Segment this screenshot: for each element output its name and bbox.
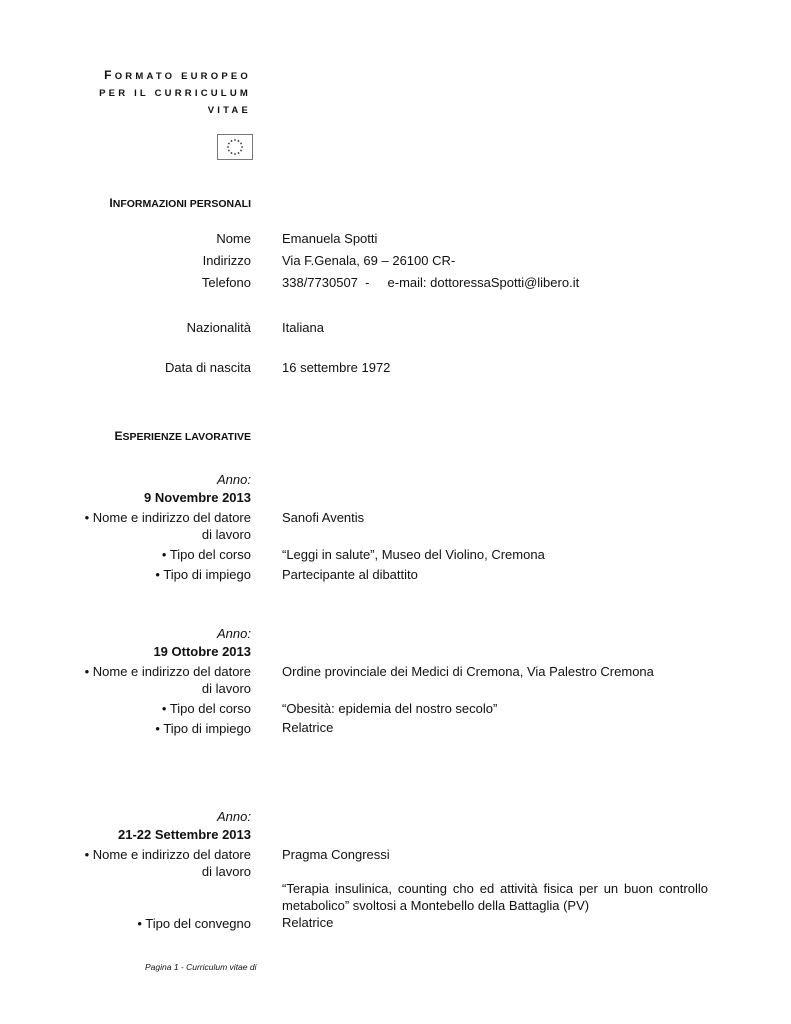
- nationality-label: Nazionalità: [186, 320, 251, 335]
- entry-3-convegno: Relatrice: [282, 915, 334, 930]
- page-footer: Pagina 1 - Curriculum vitae di: [145, 962, 257, 972]
- eu-star-icon: [234, 139, 236, 141]
- header-line-1-text: ORMATO EUROPEO: [114, 71, 251, 82]
- header-initial: F: [104, 68, 115, 82]
- entry-1-anno: Anno:: [217, 472, 251, 487]
- entry-3-date: 21-22 Settembre 2013: [118, 827, 251, 842]
- entry-1-employer: Sanofi Aventis: [282, 510, 365, 525]
- eu-star-icon: [234, 153, 236, 155]
- entry-1-employer-label-2: di lavoro: [201, 527, 251, 542]
- nationality-value: Italiana: [282, 320, 324, 335]
- eu-star-icon: [231, 140, 233, 142]
- entry-3-description: “Terapia insulinica, counting cho ed attività fisica per un buon controllo metabolico” svoltosi a Montebello della Battaglia (PV): [282, 881, 708, 913]
- personal-info-title-text: NFORMAZIONI PERSONALI: [112, 198, 251, 210]
- eu-star-icon: [240, 150, 242, 152]
- cv-header-line-3: VITAE: [207, 105, 251, 116]
- entry-2-anno: Anno:: [217, 626, 251, 641]
- experience-title-text: SPERIENZE LAVORATIVE: [122, 431, 251, 443]
- entry-3-employer: Pragma Congressi: [282, 847, 390, 862]
- experience-initial: E: [114, 429, 123, 443]
- experience-title: [114, 429, 251, 443]
- birthdate-label: Data di nascita: [165, 360, 251, 375]
- entry-1-course: “Leggi in salute”, Museo del Violino, Cremona: [282, 547, 545, 562]
- entry-2-employer-label-1: • Nome e indirizzo del datore: [84, 664, 251, 679]
- entry-3-convegno-label: • Tipo del convegno: [137, 916, 251, 931]
- eu-star-icon: [228, 143, 230, 145]
- birthdate-value: 16 settembre 1972: [282, 360, 391, 375]
- cv-header-line-2: PER IL CURRICULUM: [99, 88, 251, 99]
- entry-1-job: Partecipante al dibattito: [282, 567, 418, 582]
- entry-3-anno: Anno:: [217, 809, 251, 824]
- phone-email-value: 338/7730507 - e-mail: dottoressaSpotti@libero.it: [282, 275, 580, 290]
- entry-3-employer-label-1: • Nome e indirizzo del datore: [84, 847, 251, 862]
- entry-2-course-label: • Tipo del corso: [161, 701, 251, 716]
- eu-star-icon: [240, 143, 242, 145]
- name-value: Emanuela Spotti: [282, 231, 378, 246]
- entry-2-date: 19 Ottobre 2013: [153, 644, 251, 659]
- eu-stars-icon: [218, 135, 252, 159]
- eu-star-icon: [228, 150, 230, 152]
- eu-star-icon: [241, 146, 243, 148]
- name-label: Nome: [216, 231, 251, 246]
- entry-3-employer-label-2: di lavoro: [201, 864, 251, 879]
- entry-2-job: Relatrice: [282, 720, 334, 735]
- eu-star-icon: [227, 146, 229, 148]
- entry-2-employer-label-2: di lavoro: [201, 681, 251, 696]
- cv-header-line-1: [104, 68, 251, 84]
- personal-info-title: [109, 196, 251, 210]
- eu-star-icon: [231, 152, 233, 154]
- personal-info-initial: I: [109, 196, 113, 210]
- entry-2-job-label: • Tipo di impiego: [155, 721, 251, 736]
- address-label: Indirizzo: [202, 253, 251, 268]
- eu-flag-icon: [217, 134, 253, 160]
- entry-1-date: 9 Novembre 2013: [144, 490, 251, 505]
- entry-1-employer-label-1: • Nome e indirizzo del datore: [84, 510, 251, 525]
- eu-star-icon: [238, 140, 240, 142]
- entry-2-course: “Obesità: epidemia del nostro secolo”: [282, 701, 498, 716]
- address-value: Via F.Genala, 69 – 26100 CR-: [282, 253, 456, 268]
- eu-star-icon: [238, 152, 240, 154]
- phone-label: Telefono: [201, 275, 251, 290]
- entry-1-course-label: • Tipo del corso: [161, 547, 251, 562]
- entry-2-employer: Ordine provinciale dei Medici di Cremona, Via Palestro Cremona: [282, 664, 654, 679]
- entry-1-job-label: • Tipo di impiego: [155, 567, 251, 582]
